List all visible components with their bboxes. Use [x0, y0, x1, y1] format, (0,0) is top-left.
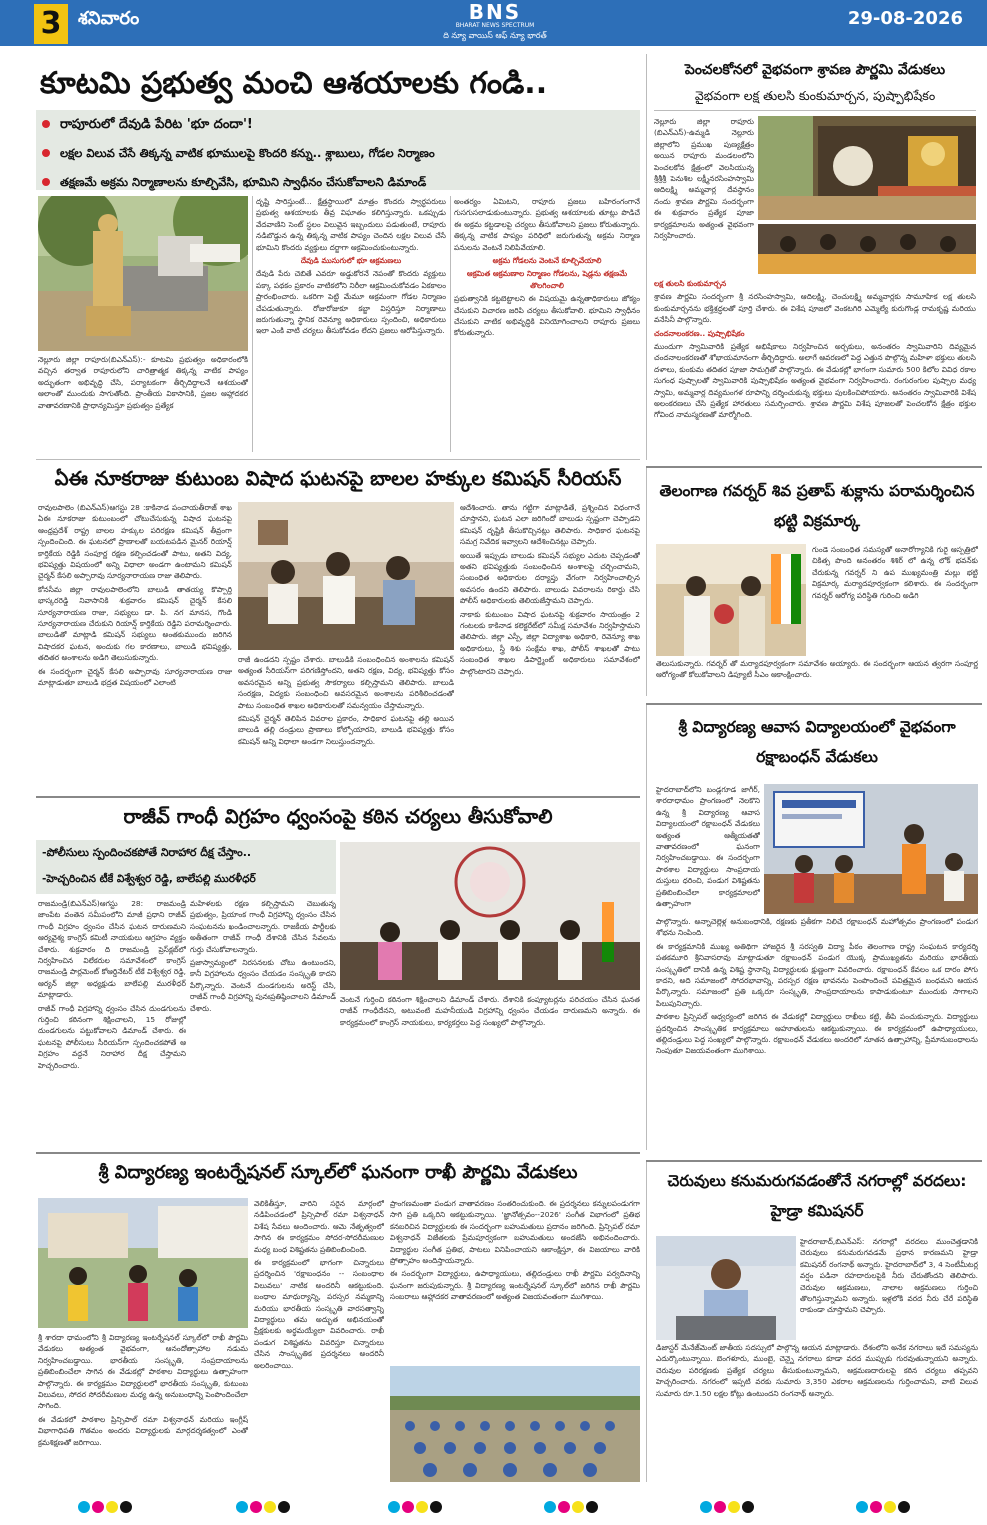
bullet-icon [42, 120, 50, 128]
temple-deity-photo [758, 116, 976, 220]
highlight-item: -పోలీసులు స్పందించకపోతే నిరాహార దీక్ష చేస్తాం.. [42, 846, 252, 859]
highlight-item: రాపూరులో దేవుడి పేరిట 'భూ దందా'! [36, 110, 640, 139]
article6-headline: రాజీవ్ గాంధీ విగ్రహం ధ్వంసంపై కఠిన చర్యలు తీసుకోవాలి [123, 805, 553, 828]
article6-col1: రాజమండ్రి(బిఎన్ఎస్)ఆగస్టు 28: రాజమండ్రి జాంపేట వంతెన సమీపంలోని మాజీ ప్రధాని రాజీవ్ గాంధీ విగ్రహం ధ్వంసం చేసిన ఘటన దారుణమని ఆర్యవైశ్య కాంగ్రెస్ కమిటీ నాయకులు ఆగ్రహం వ్యక్తం చేశారు. శుక్రవారం ది రాజమండ్రి ప్రెస్‌క్లబ్‌లో నిర్వహించిన విలేకరుల సమావేశంలో కాంగ్రెస్ రాజమండ్రి పార్లమెంట్ కోఆర్డినేటర్ టీకే విశ్వేశ్వర రెడ్డి, ఆర్యన్ జిల్లా అధ్యక్షుడు బాలేపల్లి మురళీధర్ మాట్లాడారు. రాజీవ్ గాంధీ విగ్రహాన్ని ధ్వంసం చేసిన దుండగులను గుర్తించి కఠినంగా శిక్షించాలని, 15 రోజుల్లో దుండగులను పట్టుకోవాలని డిమాండ్ చేశారు. ఈ ఘటనపై పోలీసులు సీరియస్‌గా స్పందించకపోతే ఆ విగ్రహం వద్దనే నిరాహార దీక్ష చేస్తామని హెచ్చరించారు. [38, 899, 186, 1070]
hydra-commissioner-photo [656, 1236, 796, 1340]
article1-col2: దృష్టి సారిస్తుంటే... క్షేత్రస్థాయిలో మాత్రం కొందరు స్వార్థపరులు ప్రభుత్వ ఆశయాలకు తీవ్ర విఘాతం కలిగిస్తున్నారు. ఒకప్పుడు వేదవాణిని సెంట్ స్థలం విలువైన ఇబ్బందులు పడుతుంటే, రాపూరు నడిబొడ్డున ఉన్న తిక్కన్న వాటిక పాప్యం చెందిన లక్షల విలువ చేసే భూమిని కొందరు వ్యక్తులు దర్జాగా ఆక్రమించుకుంటున్నారు. దేవుడి ముసుగులో భూ ఆక్రమణలు దేవుడి పేరు చెబితే ఎవరూ అడ్డుకోరనే నెపంతో కొందరు వ్యక్తులు పక్కా పథకం ప్రకారం వాటికలోని నిరీలా ఆక్రమించుకోవడం ఏకకాలం ప్రారంభించారు. ఒకరిగా పెట్టి మేమూ ఆక్రమంగా గోడల నిర్మాణం చేపడుతున్నారు. రోజురోజుకూ కబ్జా విస్తరిస్తూ నిర్మాణాలు జరుగుతున్నా స్థానిక రెవెన్యూ అధికారులు స్పందించి, అధికారులు ఇలా ఎంకి వాటి చర్యలు తీసుకోవడం లేదని ప్రజలు ఆరోపిస్తున్నారు. [256, 197, 446, 336]
header-day: శనివారం [78, 8, 140, 29]
school-rakhi-photo [38, 1198, 248, 1328]
bullet-icon [42, 149, 50, 157]
school-event-photo [764, 784, 978, 914]
article1-caption: నెల్లూరు జిల్లా రాపూరు(బిఎన్ఎస్):- కూటమి ప్రభుత్వం అధికారంలోకి వచ్చిన తర్వాత రాపూరులోని చారిత్రాత్మక తిక్కన్న వాటిక పాప్యం అద్భుతంగా అభివృద్ధి చేసి, పర్యాటకంగా తీర్చిదిద్దాలనే ఆశయంతో ఆలాంతో ముందుకు సాగుతోంది. ప్రాంతీయ వికాసానికి, ప్రజల ఆహ్లాదకర వాతావరణానికి ప్రాధాన్యమిస్తూ ప్రభుత్వం ప్రత్యేక [38, 355, 248, 410]
logo-tagline: ది న్యూ వాయిస్ ఆఫ్ న్యూ భారత్ [443, 31, 547, 40]
article3-col2: రాజీ ఉండదని స్పష్టం చేశారు. బాలుడికి సంబంధించిన అంశాలను కమిషన్ అత్యంత సీరియస్‌గా పరిగణిస్తోందని, అతని రక్షణ, విద్య, భవిష్యత్తు కోసం అవసరమైన అన్ని ప్రభుత్వ సౌకర్యాలు కల్పిస్తామని తెలిపారు. బాలుడి సంరక్షణ, విద్యకు సంబంధించి అవసరమైన అంశాలను పరిశీలించడంతో పాటు సంబంధిత శాఖల అధికారులతో సమన్వయం చేస్తామన్నారు. కమిషన్ చైర్మన్ తెలిపిన వివరాల ప్రకారం, సాధికార ఘటనపై తల్లి అయిన బాలుడి తల్లి దండ్రులు ప్రాణాలు కోల్పోయారని, బాలుడి భవిష్యత్తు కోసం కమిషన్ అన్ని విధాలా అండగా నిలుస్తుందన్నారు. [238, 655, 454, 746]
article1-highlights [36, 110, 640, 190]
article7-col3: ప్రాంగణమంతా పండుగ వాతావరణం సంతరించుకుంది. ఈ ప్రదర్శనలు కన్నులపండుగగా సాగి ప్రతి ఒక్కరిని ఆకట్టుకున్నాయి. 'జ్ఞానోత్సవం--2026' సంగీత విభాగంలో ప్రతిభ కనబరిచిన విద్యార్థులకు ఈ సందర్భంగా బహుమతులు ప్రదానం జరిగింది. ప్రిన్సిపల్ రమా విశ్వనాధన్ విజేతలకు ప్రేమపూర్వకంగా బహుమతులు అందజేసి అభినందించారు. విద్యార్థుల సంగీత ప్రతిభ, పాటలు వినిపించాయని ఆకాంక్షిస్తూ, ఈ విజయాలు వారికి ప్రోత్సాహం అందిస్తాయన్నారు. ఈ సందర్భంగా విద్యార్థులు, ఉపాధ్యాయులు, తల్లిదండ్రులు రాఖీ పౌర్ణమి పర్వదినాన్ని ఘనంగా జరుపుకున్నారు. శ్రీ విద్యారణ్య ఇంటర్నేషనల్ స్కూల్‌లో జరిగిన రాఖీ పౌర్ణమి సంబరాలు ఆహ్లాదకర వాతావరణంలో అత్యంత విజయవంతంగా ముగిశాయి. [390, 1199, 640, 1302]
article8-intro: హైదరాబాద్,బిఎన్ఎస్: నగరాల్లో వరదలు ముంచెత్తడానికి చెరువులు కనుమరుగవడమే ప్రధాన కారణమని హైడ్రా కమిషనర్ రంగనాథ్ అన్నారు. హైదరాబాద్‌లో 3, 4 సెంటీమీటర్ల వర్షం పడినా రహదారులపైకి నీరు చేరుతోందని తెలిపారు. చెరువుల ఆక్రమణలు, నాలాల ఆక్రమణలు గుర్తించి తొలగిస్తున్నామని అన్నారు. ఇళ్లలోకి వరద నీరు చేరే పరిస్థితి రాకుండా చూస్తామని చెప్పారు. [800, 1237, 978, 1315]
page-number: 3 [34, 4, 68, 44]
article2-body: లక్ష తులసి కుంకుమార్చన శ్రావణ పౌర్ణమి సందర్భంగా శ్రీ నరసింహస్వామి, ఆదిలక్ష్మి, చెంచులక్ష్మి అమ్మవార్లకు సామూహిక లక్ష తులసి కుంకుమార్చనను భక్తిశ్రద్ధలతో పూర్తి చేశారు. ఈ విశేష పూజలో వెంకటగిరి ఎమ్మెల్యే కురుగొండ్ల రామకృష్ణ మరియు వనేసినీ పాల్గొన్నారు. చందనాలంకరణ.. పుష్పాభిషేకం ముందుగా స్వామివారికి ప్రత్యేక అభిషేకాలు నిర్వహించిన అర్చకులు, అనంతరం స్వామివారిని దివ్యమైన చందనాలంకరణతో శోభాయమానంగా తీర్చిదిద్దారు. అలాగే ఆవరణలో పెద్ద ఎత్తున పొల్గొన్న మహిళా భక్తులు తులసి దళాలు, కుంకుమ తదితర పూజా సామగ్రితో పాల్గొన్నారు. ఈ వేడుకల్లో భాగంగా సుమారు 500 కిలోల వివిధ రకాల సుగంధ పుష్పాలతో స్వామివారికి పుష్పాభిషేకం అత్యంత వైభవంగా నిర్వహించారు. రంగురంగుల పుష్పాల మధ్య స్వామి, అమ్మవార్ల దివ్యమంగళ రూపాన్ని దర్శించుకున్న భక్తులు పులకించిపోయారు. అనంతరం స్వామివారికి విశేష అలంకరణలు చేసి ప్రత్యేక హారతులు సమర్పించారు. శ్రావణ పౌర్ణమి విశేష పూజలతో పెంచలకోన క్షేత్రం భక్తుల గోవింద నామస్మరణతో మార్మోగింది. [654, 279, 976, 420]
school-assembly-photo [390, 1366, 640, 1482]
article2-subhead: లక్ష తులసి కుంకుమార్చన [654, 279, 727, 288]
press-club-meeting-photo [340, 842, 640, 990]
article2-subheadline: వైభవంగా లక్ష తులసి కుంకుమార్చన, పుష్పాభిషేకం [694, 88, 936, 103]
article6-highlights [36, 840, 336, 894]
article1-subhead: అక్రమ గోడలను వెంటనే కూల్చివేయాలి [492, 256, 602, 266]
article3-col3: ఆదేశించారు. తాను గట్టిగా మాట్లాడితే, ప్రశ్నించిన విధంగానే చూస్తానని, ఘటన ఎలా జరిగిందో బాలుడు స్పష్టంగా చెప్పాడని కమిషన్ దృష్టికి తీసుకొచ్చినట్లు తెలిపారు. సాధికార ఘటనపై సమగ్ర నివేదిక ఇవ్వాలని ఆదేశించినట్లు చెప్పారు. అయితే ఇప్పుడు బాలుడు కమిషన్ సభ్యుల ఎదుట చెప్పడంతో అతని భవిష్యత్తుకు సంబంధించిన అంశాలపై చర్చించామని, సంబంధిత అధికారుల దర్యాప్తు వేగంగా నిర్వహించాల్సిన అవసరం ఉందని తెలిపారు. బాలుడు వివరాలను రికార్డు చేసి పోలీస్ అధికారులకు తెలియజేస్తామని చెప్పారు. నాకాకు కుటుంబం విషాద ఘటనపై శుక్రవారం సాయంత్రం 2 గంటలకు కాకినాడ కలెక్టరేట్‌లో సమీక్ష సమావేశం నిర్వహిస్తామని తెలిపారు. జిల్లా ఎస్పీ, జిల్లా విద్యాశాఖ అధికారి, రెవెన్యూ శాఖ అధికారులు, స్త్రీ శిశు సంక్షేమ శాఖ, పోలీస్ శాఖలతో పాటు సంబంధిత శాఖల డిపార్ట్మెంట్ అధికారులు సమావేశంలో పాల్గొంటారని చెప్పారు. [460, 503, 640, 676]
logo-text: BNS [468, 0, 522, 24]
article7-col2: వెలికితీస్తూ, వారిని సరైన మార్గంలో నడిపించడంలో ప్రిన్సిపాల్ రమా విశ్వనాధన్ విశేష సేవలు అందించారు. ఆమె నేతృత్వంలో సాగిన ఈ కార్యక్రమం సోదర-సోదరీమణుల మధ్య బంధ విశిష్టతను ప్రతిబింబించింది. ఈ కార్యక్రమంలో భాగంగా చిన్నారులు ప్రదర్శించిన 'రక్షాబంధనం -- సంబంధాల విలువలు' నాటిక అందరినీ ఆకట్టుకుంది. బంధాల మాధుర్యాన్ని, పరస్పర నమ్మకాన్ని మరియు భారతీయ సంస్కృతి వారసత్వాన్ని విద్యార్థులు తమ అద్భుత అభినయంతో ప్రేక్షకులకు అర్థమయ్యేలా వివరించారు. రాఖీ పండుగ విశిష్టతను వివరిస్తూ చిన్నారులు చేసిన సాంస్కృతిక ప్రదర్శనలు అందరినీ అలరించాయి. [254, 1199, 384, 1370]
article3-col1: రావులపాలెం (బిఎన్ఎస్)ఆగస్టు 28 :కాకినాడ పంచాయతీరాజ్ శాఖ ఏఈ నూకరాజు కుటుంబంలో చోటుచేసుకున్న విషాద ఘటనపై ఆంధ్రప్రదేశ్ రాష్ట్ర బాలల హక్కుల పరిరక్షణ కమిషన్ తీవ్రంగా స్పందించింది. ఈ ఘటనలో ప్రాణాలతో బయటపడిన మైనర్ రియాన్ష్ కార్తికేయ రెడ్డికి సంపూర్ణ రక్షణ కల్పించడంతో పాటు, అతని విద్య, భవిష్యత్తు విషయంలో అన్ని విధాలా అండగా ఉంటామని కమిషన్ చైర్మన్ కేసలి అప్పారావు సూర్యనారాయణ రాజు తెలిపారు. కోనసీమ జిల్లా రావులపాలెంలోని బాలుడి తాతయ్య కొప్పార్తి భాస్కరరెడ్డి నివాసానికి శుక్రవారం కమిషన్ చైర్మన్ కేసలి సూర్యనారాయణ రాజు, సభ్యులు డా. పి. నగ మానస, గొండి సూర్యనారాయణ చేరుకుని రియాన్ష్ కార్తికేయ రెడ్డిని పరామర్శించారు. బాలుడితో మాట్లాడి కమిషన్ సభ్యులు అంతకుముందు జరిగిన విషాదకర ఘటన, అందుకు గల కారణాలు, బాలుడి భవిష్యత్తు, తదితర అంశాలను అడిగి తెలుసుకున్నారు. ఈ సందర్భంగా చైర్మన్ కేసలి అప్పారావు సూర్యనారాయణ రాజు మాట్లాడుతూ బాలుడి భద్రత విషయంలో ఎలాంటి [38, 503, 232, 688]
highlight-item: -హెచ్చరించిన టీకే విశ్వేశ్వర రెడ్డి, బాలేపల్లి మురళీధర్ [42, 873, 256, 885]
masthead-logo [443, 2, 547, 44]
article4-body: తెలుసుకున్నారు. గవర్నర్ తో మర్యాదపూర్వకంగా సమావేశం అయ్యారు. ఈ సందర్భంగా ఆయన త్వరగా సంపూర్ణ ఆరోగ్యంతో కోలుకోవాలని డిప్యూటీ సీఎం ఆకాంక్షించారు. [656, 659, 978, 680]
article5-headline: శ్రీ విద్యారణ్య ఆవాస విద్యాలయంలో వైభవంగా రక్షాబంధన్ వేడుకలు [678, 718, 956, 766]
article1-subhead: దేవుడి ముసుగులో భూ ఆక్రమణలు [300, 256, 402, 266]
article7-headline: శ్రీ విద్యారణ్య ఇంటర్నేషనల్ స్కూల్‌లో ఘనంగా రాఖీ పౌర్ణమి వేడుకలు [98, 1162, 578, 1183]
article8-headline: చెరువులు కనుమరుగవడంతోనే నగరాల్లో వరదలు: హైడ్రా కమిషనర్ [667, 1172, 967, 1220]
commission-meeting-photo [238, 502, 454, 650]
article6-col3: వెంటనే గుర్తించి కఠినంగా శిక్షించాలని డిమాండ్ చేశారు. దేశానికి కంప్యూటర్లను పరిచయం చేసిన ఘనత రాజీవ్ గాంధీదేనని, అటువంటి మహనీయుడి విగ్రహాన్ని ధ్వంసం చేయడం దారుణమని అన్నారు. ఈ కార్యక్రమంలో కాంగ్రెస్ నాయకులు, కార్యకర్తలు పెద్ద సంఖ్యలో పాల్గొన్నారు. [340, 995, 640, 1027]
rapur-statue-photo [38, 196, 248, 351]
governor-meeting-photo [656, 544, 806, 656]
article8-body: డిజాస్టర్ మేనేజ్‌మెంట్ జాతీయ సదస్సులో పాల్గొన్న ఆయన మాట్లాడారు. దేశంలోని అనేక నగరాలు ఇదే సమస్యను ఎదుర్కొంటున్నాయి. బెంగళూరు, ముంబై, చెన్నై నగరాలు కూడా వరద ముప్పుకు గురవుతున్నాయని అన్నారు. చెరువుల పరిరక్షణకు ప్రత్యేక చర్యలు తీసుకుంటున్నామని, ఆక్రమణదారులపై కఠిన చర్యలు తప్పవని హెచ్చరించారు. నగరంలో ఇప్పటి వరకు సుమారు 3,350 ఎకరాల ఆక్రమణలను గుర్తించామని, వాటి విలువ సుమారు రూ.1.50 లక్షల కోట్లు ఉంటుందని రంగనాథ్ అన్నారు. [656, 1343, 978, 1398]
bullet-icon [42, 178, 50, 186]
article3-headline: ఏఈ నూకరాజు కుటుంబ విషాద ఘటనపై బాలల హక్కుల కమిషన్ సీరియస్ [54, 467, 622, 490]
footer-color-strip [0, 1488, 987, 1525]
article2-headline: పెంచలకోనలో వైభవంగా శ్రావణ పౌర్ణమి వేడుకలు [684, 62, 946, 78]
article4-headline: తెలంగాణ గవర్నర్ శివ ప్రతాప్ శుక్లాను పరామర్శించిన భట్టి విక్రమార్క [659, 482, 975, 530]
highlight-item: తక్షణమే అక్రమ నిర్మాణాలను కూల్చివేసి, భూమిని స్వాధీనం చేసుకోవాలని డిమాండ్ [36, 168, 640, 197]
article7-col1: శ్రీ శారదా ధామంలోని శ్రీ విద్యారణ్య ఇంటర్నేషనల్ స్కూల్‌లో రాఖీ పౌర్ణమి వేడుకలు అత్యంత వైభవంగా, ఆనందోత్సాహాల నడుమ నిర్వహించబడ్డాయి. భారతీయ సంస్కృతి, సంప్రదాయాలను ప్రతిబింబించేలా సాగిన ఈ వేడుకల్లో పాఠశాల విద్యార్థులు ఉత్సాహంగా పాల్గొన్నారు. ఈ కార్యక్రమం విద్యార్థులలో భారతీయ సంస్కృతి, కుటుంబ విలువలు, సోదర సోదరీమణుల మధ్య ఉన్న అనుబంధాన్ని పెంపొందించేలా సాగింది. ఈ వేడుకలో పాఠశాల ప్రిన్సిపాల్ రమా విశ్వనాధన్ మరియు ఇంగ్లీష్ విభాగాధిపతి గౌతమం అందరు విద్యార్థులకు మార్గదర్శకత్వంలో ఎంతో క్రమశిక్షణతో జరిగాయి. [38, 1333, 248, 1447]
article2-subhead: చందనాలంకరణ.. పుష్పాభిషేకం [654, 328, 745, 338]
temple-devotees-photo [758, 224, 976, 274]
article1-subhead: ఆక్రమిత ఆక్రమణాల నిర్మాణం గోడలను, షెడ్లను తక్షణమే తొలగించాలి [466, 269, 628, 290]
header-date: 29-08-2026 [847, 8, 963, 29]
article5-body: పాల్గొన్నారు. అన్నాచెల్లెళ్ల అనుబంధానికి, రక్షణకు ప్రతీకగా నిలిచే రక్షాబంధన్ మహోత్సవం ప్రాంగణంలో పండుగ శోభను నింపింది. ఈ కార్యక్రమానికి ముఖ్య అతిథిగా హాజరైన శ్రీ సరస్వతి విద్యా పీఠం తెలంగాణ రాష్ట్ర సంఘటన కార్యదర్శి పతకమూరి శ్రీనివాసరావు మాట్లాడుతూ రక్షాబంధన్ పండుగ యొక్క ప్రాముఖ్యతను మరియు భారతీయ సంస్కృతిలో దానికి ఉన్న విశిష్ట స్థానాన్ని విద్యార్థులకు క్షుణ్ణంగా వివరించారు. రక్షాబంధన్ కేవలం ఒక దారం పోగు కాదని, అది సమాజంలో సోదరభావాన్ని, పరస్పర రక్షణ భావనను పెంపొందించే పవిత్రమైన బంధమని ఆయన పేర్కొన్నారు. సమాజంలో ప్రతి ఒక్కరూ సంస్కృతి, సాంప్రదాయాలను కాపాడుకుంటూ ముందుకు సాగాలని పిలుపునిచ్చారు. పాఠశాల ప్రిన్సిపల్ ఆధ్వర్యంలో జరిగిన ఈ వేడుకల్లో విద్యార్థులు రాఖీలు కట్టి, తీపి పంచుకున్నారు. విద్యార్థులు ప్రదర్శించిన సాంస్కృతిక కార్యక్రమాలు ఆహూతులను ఆకట్టుకున్నాయి. ఈ కార్యక్రమంలో ఉపాధ్యాయులు, తల్లిదండ్రులు పెద్ద సంఖ్యలో పాల్గొన్నారు. రక్షాబంధన్ వేడుకలు అందరిలో నూతన ఉత్సాహాన్ని, ప్రేమానుబంధాలను నింపుతూ విజయవంతంగా ముగిశాయి. [656, 917, 978, 1056]
article6-col2: మహిళలకు రక్షణ కల్పిస్తామని చెబుతున్న ప్రభుత్వం, ప్రియాంక గాంధీ విగ్రహాన్ని ధ్వంసం చేసిన సంఘటనను ఖండించాలన్నారు. రాజకీయ పార్టీలకు అతీతంగా రాజీవ్ గాంధీ దేశానికి చేసిన సేవలను గుర్తు చేసుకోవాలన్నారు. ప్రజాస్వామ్యంలో నిరసనలకు చోటు ఉంటుందని, కానీ విగ్రహాలను ధ్వంసం చేయడం సంస్కృతి కాదని పేర్కొన్నారు. వెంటనే దుండగులను అరెస్ట్ చేసి, రాజీవ్ గాంధీ విగ్రహాన్ని పునఃప్రతిష్ఠించాలని డిమాండ్ చేశారు. [190, 899, 336, 1013]
logo-sub: BHARAT NEWS SPECTRUM [455, 22, 535, 29]
article5-intro: హైదరాబాద్‌లోని బండ్లగూడ జాగీర్, శారదాధామం ప్రాంగణంలో నెలకొని ఉన్న శ్రీ విద్యారణ్య ఆవాస విద్యాలయంలో రక్షాబంధన్ వేడుకలు అత్యంత ఆత్మీయతతో వాతావరణంలో ఘనంగా నిర్వహించబడ్డాయి. ఈ సందర్భంగా పాఠశాల విద్యార్థులు సాంప్రదాయ దుస్తులు ధరించి, పండుగ విశిష్టతను ప్రతిబింబించేలా కార్యక్రమాలలో ఉత్సాహంగా [656, 785, 760, 909]
article2-intro: నెల్లూరు జిల్లా రాపూరు (బిఎన్ఎస్)-ఉమ్మడి నెల్లూరు జిల్లాలోని ప్రముఖ పుణ్యక్షేత్రం అయిన రాపూరు మండలంలోని పెంచలకోన క్షేత్రంలో వెలసియున్న శ్రీశ్రీశ్రీ పెనుశిల లక్ష్మీనరసింహస్వామి ఆదిలక్ష్మి అమ్మవార్ల దేవస్థానం నందు శ్రావణ పౌర్ణమి సందర్భంగా ఈ శుక్రవారం ప్రత్యేక పూజా కార్యక్రమాలను అత్యంత వైభవంగా నిర్వహించారు. [654, 117, 754, 241]
article1-col3: అంతర్యం ఏమిటని, రాపూరు ప్రజలు బహిరంగంగానే గుసగుసలాడుకుంటున్నారు. ప్రభుత్వ ఆశయాలకు తూట్లు పొడిచే ఈ అక్రమ కట్టడాలపై చర్యలు తీసుకోవాలని ప్రజలు కోరుతున్నారు. తిక్కన్న వాటిక పాప్యం పరిధిలో జరుగుతున్న అక్రమ నిర్మాణ పనులను వెంటనే నిలిపివేయాలి. అక్రమ గోడలను వెంటనే కూల్చివేయాలి ఆక్రమిత ఆక్రమణాల నిర్మాణం గోడలను, షెడ్లను తక్షణమే తొలగించాలి ప్రభుత్వానికి కట్టబెట్టాలని ఈ విషయమై ఉన్నతాధికారులు జోక్యం చేసుకుని విచారణ జరిపి చర్యలు తీసుకోవాలి. భూమిని స్వాధీనం చేసుకుని వాటిక అభివృద్ధికి వినియోగించాలని రాపూరు ప్రజలు కోరుతున్నారు. [454, 197, 640, 338]
article4-intro: గుండె సంబంధిత సమస్యతో అనారోగ్యానికి గురై ఆస్పత్రిలో చికిత్స పొంది అనంతరం శిశిర్ లో ఉన్న లోక్ భవన్‌కు చేరుకున్న గవర్నర్ ని ఉప ముఖ్యమంత్రి మల్లు భట్టి విక్రమార్క మర్యాదపూర్వకంగా కలిశారు. ఈ సందర్భంగా గవర్నర్ ఆరోగ్య పరిస్థితి గురించి అడిగి [812, 545, 978, 600]
article1-headline: కూటమి ప్రభుత్వ మంచి ఆశయాలకు గండి.. [40, 66, 548, 101]
highlight-item: లక్షల విలువ చేసే తిక్కన్న వాటిక భూములపై కొందరి కన్ను.. శ్లాబులు, గోడల నిర్మాణం [36, 139, 640, 168]
